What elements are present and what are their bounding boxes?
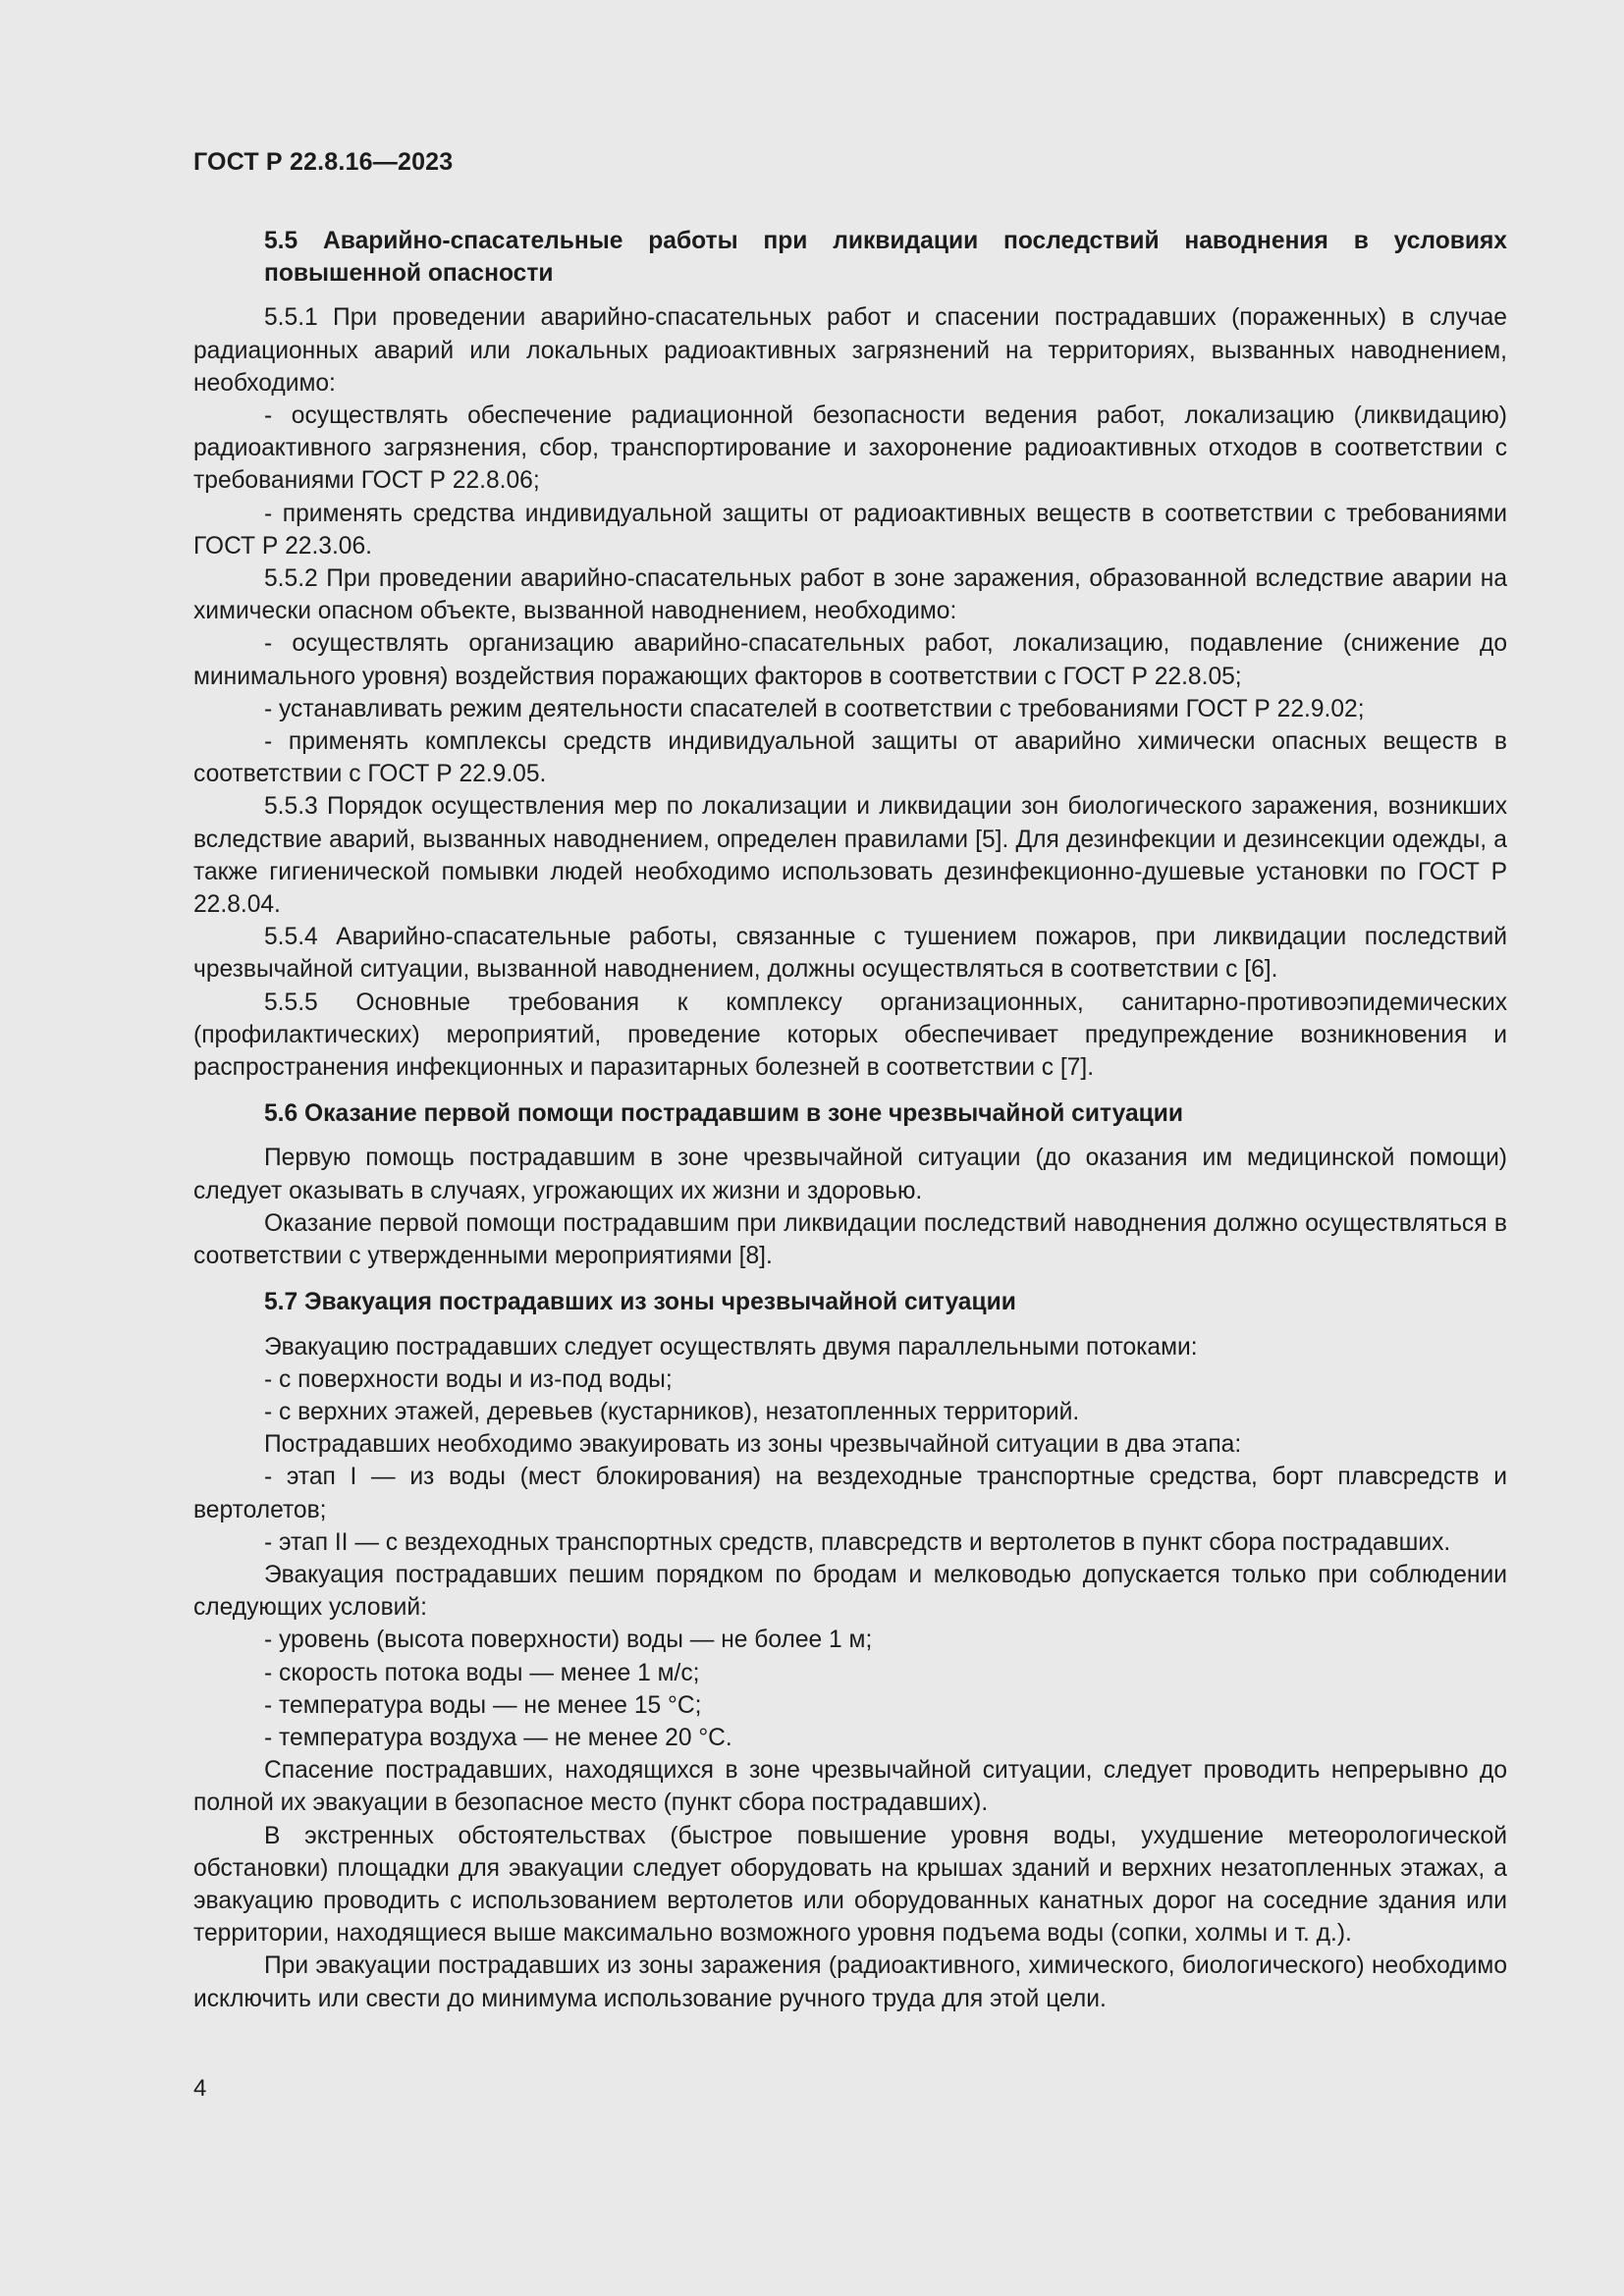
paragraph: Спасение пострадавших, находящихся в зоне чрезвычайной ситуации, следует проводить непрерывно до полной их эвакуации в безопасное место (пункт сбора пострадавших). bbox=[193, 1757, 1507, 1817]
list-item: - осуществлять организацию аварийно-спасательных работ, локализацию, подавление (снижение до минимального уровня) воздействия поражающих факторов в соответствии с ГОСТ Р 22.8.05; bbox=[193, 630, 1507, 690]
section-5-5-heading: 5.5 Аварийно-спасательные работы при ликвидации последствий наводнения в условиях повышенной опасности bbox=[264, 228, 1507, 288]
paragraph: Пострадавших необходимо эвакуировать из зоны чрезвычайной ситуации в два этапа: bbox=[264, 1431, 1242, 1459]
list-item: - скорость потока воды — менее 1 м/с; bbox=[264, 1659, 700, 1686]
list-item: - с верхних этажей, деревьев (кустарников), незатопленных территорий. bbox=[264, 1398, 1080, 1425]
paragraph: Оказание первой помощи пострадавшим при ликвидации последствий наводнения должно осуществляться в соответствии с утвержденными мероприятиями [8]. bbox=[193, 1209, 1507, 1270]
paragraph-5-5-3: 5.5.3 Порядок осуществления мер по локализации и ликвидации зон биологического заражения, возникших вследствие аварий, вызванных наводнением, определен правилами [5]. Для дезинфекции и дезинсекции одежды, а также гигиенической помывки людей необходимо использовать дезинфекционно-душевые установки по ГОСТ Р 22.8.04. bbox=[193, 793, 1507, 919]
paragraph-5-5-2: 5.5.2 При проведении аварийно-спасательных работ в зоне заражения, образованной вследствие аварии на химически опасном объекте, вызванной наводнением, необходимо: bbox=[193, 565, 1507, 625]
list-item: - температура воздуха — не менее 20 °С. bbox=[264, 1724, 732, 1751]
page-number: 4 bbox=[193, 2075, 207, 2102]
section-5-6-heading: 5.6 Оказание первой помощи пострадавшим в зоне чрезвычайной ситуации bbox=[264, 1100, 1184, 1128]
document-body bbox=[193, 225, 1507, 2015]
paragraph: В экстренных обстоятельствах (быстрое повышение уровня воды, ухудшение метеорологической обстановки) площадки для эвакуации следует оборудовать на крышах зданий и верхних незатопленных этажах, а эвакуацию проводить с использованием вертолетов или оборудованных канатных дорог на соседние здания или территории, находящиеся выше максимально возможного уровня подъема воды (сопки, холмы и т. д.). bbox=[193, 1822, 1507, 1948]
list-item: - устанавливать режим деятельности спасателей в соответствии с требованиями ГОСТ Р 22.9.02; bbox=[264, 695, 1365, 722]
list-item: - этап I — из воды (мест блокирования) на вездеходные транспортные средства, борт плавсредств и вертолетов; bbox=[193, 1464, 1507, 1523]
section-5-7-heading: 5.7 Эвакуация пострадавших из зоны чрезвычайной ситуации bbox=[264, 1289, 1016, 1316]
list-item: - применять комплексы средств индивидуальной защиты от аварийно химически опасных веществ в соответствии с ГОСТ Р 22.9.05. bbox=[193, 728, 1507, 788]
paragraph-5-5-1: 5.5.1 При проведении аварийно-спасательных работ и спасении пострадавших (пораженных) в случае радиационных аварий или локальных радиоактивных загрязнений на территориях, вызванных наводнением, необходимо: bbox=[193, 304, 1507, 397]
paragraph: Первую помощь пострадавшим в зоне чрезвычайной ситуации (до оказания им медицинской помощи) следует оказывать в случаях, угрожающих их жизни и здоровью. bbox=[193, 1145, 1507, 1204]
paragraph-5-5-5: 5.5.5 Основные требования к комплексу организационных, санитарно-противоэпидемических (профилактических) мероприятий, проведение которых обеспечивает предупреждение возникновения и распространения инфекционных и паразитарных болезней в соответствии с [7]. bbox=[193, 988, 1507, 1082]
paragraph: Эвакуацию пострадавших следует осуществлять двумя параллельными потоками: bbox=[264, 1333, 1198, 1361]
paragraph-5-5-4: 5.5.4 Аварийно-спасательные работы, связанные с тушением пожаров, при ликвидации последствий чрезвычайной ситуации, вызванной наводнением, должны осуществляться в соответствии с [6]. bbox=[193, 924, 1507, 984]
list-item: - этап II — с вездеходных транспортных средств, плавсредств и вертолетов в пункт сбора пострадавших. bbox=[264, 1528, 1451, 1556]
list-item: - температура воды — не менее 15 °С; bbox=[264, 1691, 702, 1719]
list-item: - применять средства индивидуальной защиты от радиоактивных веществ в соответствии с требованиями ГОСТ Р 22.3.06. bbox=[193, 500, 1507, 560]
list-item: - уровень (высота поверхности) воды — не более 1 м; bbox=[264, 1627, 873, 1654]
paragraph: При эвакуации пострадавших из зоны заражения (радиоактивного, химического, биологического) необходимо исключить или свести до минимума использование ручного труда для этой цели. bbox=[193, 1952, 1507, 2012]
list-item: - с поверхности воды и из-под воды; bbox=[264, 1365, 673, 1393]
document-header: ГОСТ Р 22.8.16—2023 bbox=[193, 148, 454, 176]
list-item: - осуществлять обеспечение радиационной безопасности ведения работ, локализацию (ликвидацию) радиоактивного загрязнения, сбор, транспортирование и захоронение радиоактивных отходов в соответствии с требованиями ГОСТ Р 22.8.06; bbox=[193, 402, 1507, 495]
paragraph: Эвакуация пострадавших пешим порядком по бродам и мелководью допускается только при соблюдении следующих условий: bbox=[193, 1561, 1507, 1622]
